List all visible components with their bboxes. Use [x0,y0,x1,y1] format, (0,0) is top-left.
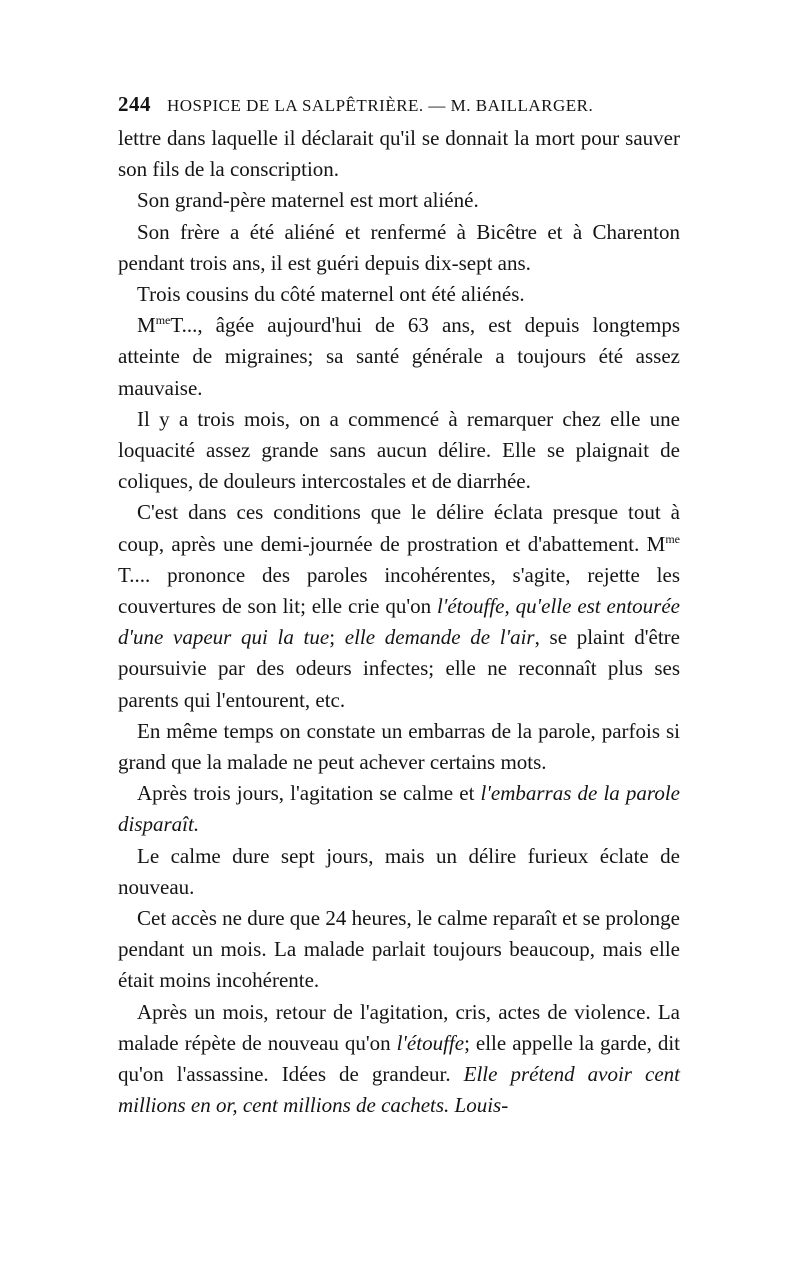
running-head: HOSPICE DE LA SALPÊTRIÈRE. — M. BAILLARGER. [167,96,594,115]
paragraph-text: Après trois jours, l'agitation se calme et [137,781,481,806]
paragraph [118,778,680,840]
paragraph: lettre dans laquelle il déclarait qu'il se donnait la mort pour sauver son fils de la conscription. [118,126,680,182]
paragraph-text: T..., âgée aujourd'hui de 63 ans, est depuis longtemps atteinte de migraines; sa santé générale a toujours été assez mauvaise. [118,313,680,400]
title-abbrev-sup: me [665,531,680,546]
paragraph [118,997,680,1122]
title-abbrev-sup: me [155,313,171,328]
paragraph [118,310,680,404]
paragraph [118,497,680,715]
paragraph: Son frère a été aliéné et renfermé à Bicêtre et à Charenton pendant trois ans, il est guéri depuis dix-sept ans. [118,219,680,275]
paragraph-text: Après un mois, retour de l'agitation, cris, actes de violence. La malade répète de nouveau qu'on [118,999,680,1055]
paragraph-text: , se plaint d'être poursuivie par des odeurs infectes; elle ne reconnaît plus ses parents qui l'entourent, etc. [118,625,680,712]
title-abbrev: M [646,531,666,556]
body-text [118,123,680,1122]
paragraph: En même temps on constate un embarras de la parole, parfois si grand que la malade ne peut achever certains mots. [118,718,680,775]
paragraph-text: T.... prononce des paroles incohérentes, s'agite, rejette les couvertures de son lit; elle crie qu'on [118,562,680,619]
paragraph: Il y a trois mois, on a commencé à remarquer chez elle une loquacité assez grande sans aucun délire. Elle se plaignait de coliques, de douleurs intercostales et de diarrhée. [118,406,680,494]
paragraph: Trois cousins du côté maternel ont été aliénés. [137,282,525,307]
italic-quote: l'étouffe [396,1030,465,1055]
italic-quote: l'étouffe, qu'elle est entourée d'une vapeur qui la tue [118,594,680,650]
title-abbrev: M [137,313,156,338]
paragraph-text: ; [329,625,345,650]
paragraph: Le calme dure sept jours, mais un délire furieux éclate de nouveau. [118,843,680,899]
paragraph-text: C'est dans ces conditions que le délire éclata presque tout à coup, après une demi-journée de prostration et d'abattement. [118,500,680,556]
italic-phrase: Elle prétend avoir cent millions en or, cent millions de cachets. Louis- [118,1062,680,1118]
italic-quote: elle demande de l'air [344,625,535,650]
running-header [118,92,678,117]
paragraph-text: ; elle appelle la garde, dit qu'on l'assassine. Idées de grandeur. [118,1030,680,1087]
paragraph: Son grand-père maternel est mort aliéné. [137,188,479,213]
paragraph: Cet accès ne dure que 24 heures, le calme reparaît et se prolonge pendant un mois. La malade parlait toujours beaucoup, mais elle était moins incohérente. [118,906,680,993]
page-number: 244 [118,92,151,116]
italic-phrase: l'embarras de la parole disparaît. [118,781,680,837]
